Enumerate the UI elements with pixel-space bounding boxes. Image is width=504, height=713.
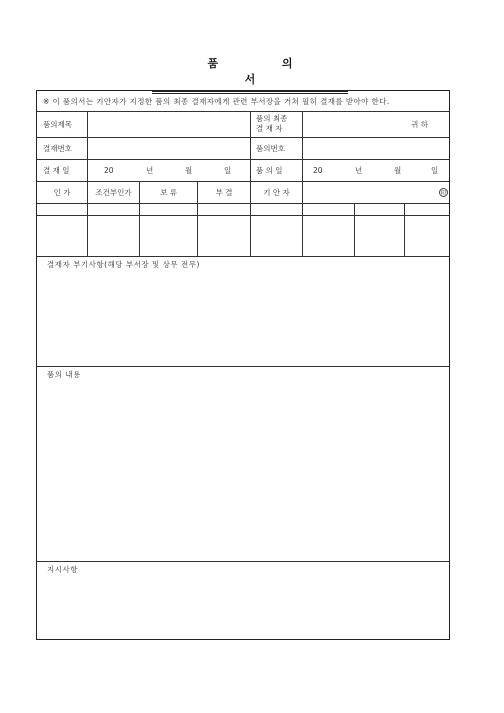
signature-cell-hold[interactable] <box>140 215 197 256</box>
approval-date-field[interactable] <box>88 159 250 181</box>
reject-label: 부 결 <box>215 187 233 197</box>
approve-label: 인 가 <box>53 187 71 197</box>
request-date-field[interactable] <box>303 159 450 181</box>
approval-number-field[interactable] <box>88 137 250 159</box>
document-title: 품 의 서 <box>207 57 323 86</box>
request-date-day-unit: 일 <box>431 165 439 175</box>
addressee-suffix: 귀 하 <box>411 119 428 129</box>
final-approver-label <box>256 111 302 137</box>
request-number-field[interactable] <box>303 137 450 159</box>
approver-notes-area[interactable] <box>37 269 449 365</box>
conditional-approve-label: 조건부인가 <box>95 187 132 197</box>
request-date-month-unit: 월 <box>394 165 402 175</box>
subject-field[interactable] <box>88 111 250 137</box>
approval-date-year-unit: 년 <box>146 165 154 175</box>
final-approver-label-line2: 결 재 자 <box>256 124 283 133</box>
row-divider <box>37 561 449 562</box>
form-notice: ※ 이 품의서는 기안자가 지정한 품의 최종 결재자에게 관련 부서장을 거쳐 필히 결재를 받아야 한다. <box>43 96 390 106</box>
signature-cell-approve[interactable] <box>37 215 87 256</box>
approver-notes-label: 결재자 부기사항(해당 부서장 및 상무 전무) <box>47 260 200 269</box>
col-divider <box>404 203 405 256</box>
col-divider <box>354 203 355 256</box>
approval-date-month-unit: 월 <box>185 165 193 175</box>
instructions-area[interactable] <box>37 574 449 639</box>
request-content-area[interactable] <box>37 379 449 560</box>
subject-label: 품의제목 <box>43 119 72 129</box>
document-title-block <box>150 56 350 94</box>
final-approver-label-line1: 품의 최종 <box>256 114 288 123</box>
approval-date-label: 결 재 일 <box>43 165 70 175</box>
hold-label: 보 류 <box>160 187 177 197</box>
instructions-label: 지시사항 <box>47 565 78 574</box>
row-divider <box>37 366 449 367</box>
request-date-year-prefix: 20 <box>313 165 323 175</box>
drafter-field[interactable] <box>303 181 450 203</box>
signature-cell-conditional[interactable] <box>88 215 139 256</box>
approval-date-day-unit: 일 <box>224 165 232 175</box>
signature-cell-drafter[interactable] <box>251 215 302 256</box>
request-content-label: 품의 내용 <box>47 370 81 379</box>
request-number-label: 품의번호 <box>256 143 285 153</box>
approval-number-label: 결재번호 <box>43 143 72 153</box>
signature-cell-reject[interactable] <box>198 215 250 256</box>
approval-form <box>36 90 450 640</box>
final-approver-field[interactable] <box>303 111 450 137</box>
seal-icon: 印 <box>440 189 447 197</box>
col-divider <box>250 111 251 181</box>
approval-date-year-prefix: 20 <box>104 165 114 175</box>
drafter-label: 기 안 자 <box>263 187 290 197</box>
row-divider <box>37 256 449 257</box>
request-date-label: 품 의 일 <box>256 165 283 175</box>
request-date-year-unit: 년 <box>355 165 363 175</box>
row-divider <box>37 203 449 204</box>
